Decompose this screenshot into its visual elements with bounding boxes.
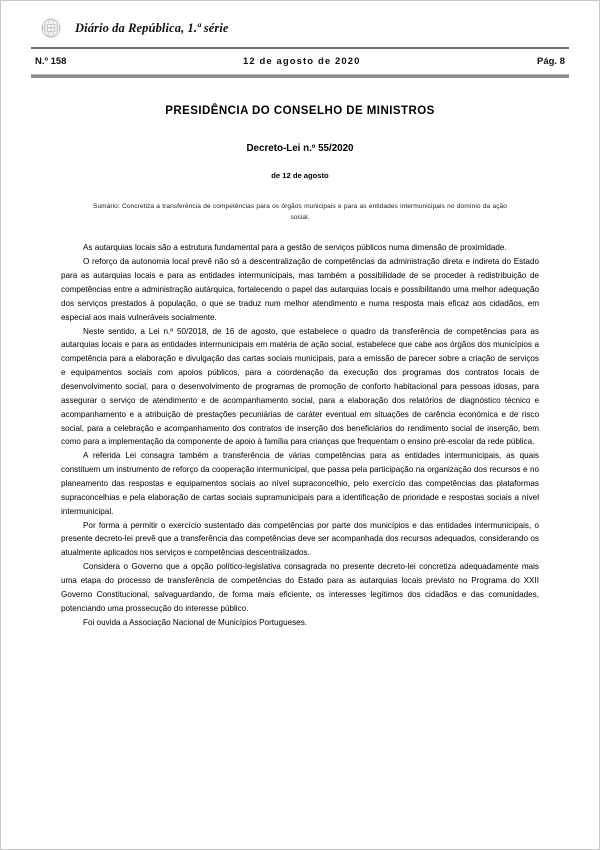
preamble-body <box>61 241 539 629</box>
paragraph: Por forma a permitir o exercício sustentado das competências por parte dos municípios e das entidades intermunicipais, o presente decreto-lei prevê que a transferência das competências deve ser acompanhada dos recursos adequados, considerando os atualmente aplicados nos serviços e competências descentralizados. <box>61 520 539 558</box>
paragraph: As autarquias locais são a estrutura fundamental para a gestão de serviços públicos numa dimensão de proximidade. <box>83 243 507 253</box>
issuing-authority-title: PRESIDÊNCIA DO CONSELHO DE MINISTROS <box>165 105 435 117</box>
page-number: Pág. 8 <box>536 56 565 67</box>
masthead <box>1 1 599 41</box>
paragraph: Considera o Governo que a opção político-legislativa consagrada no presente decreto-lei concretiza adequadamente mais uma etapa do processo de transferência de competências do Estado para as autarquias locais previsto no Programa do XXII Governo Constitucional, salvaguardando, de forma mais eficiente, os interesses legítimos dos cidadãos e das comunidades, potenciando uma prossecução do interesse público. <box>61 562 539 613</box>
issue-number: N.º 158 <box>35 56 67 67</box>
issue-header-divider <box>31 74 569 78</box>
paragraph: Neste sentido, a Lei n.º 50/2018, de 16 de agosto, que estabelece o quadro da transferência de competências para as autarquias locais e para as entidades intermunicipais em matéria de ação social, estabelece que cabe aos órgãos dos municípios a competência para a elaboração e divulgação das cartas sociais municipais, para a emissão de parecer sobre a criação de serviços e equipamentos sociais com apoios públicos, para a coordenação da execução dos programas dos contratos locais de desenvolvimento social, para o desenvolvimento de programas de promoção de conforto habitacional para pessoas idosas, para assegurar o serviço de atendimento e de acompanhamento social, para a elaboração dos relatórios de diagnóstico técnico e acompanhamento e a atribuição de prestações pecuniárias de caráter eventual em situações de carência económica e de risco social, para a celebração e acompanhamento dos contratos de inserção dos beneficiários do rendimento social de inserção, bem como para a implementação da componente de apoio à família para crianças que frequentam o ensino pré-escolar da rede pública. <box>61 326 539 447</box>
armillary-sphere-coat-of-arms-icon <box>37 14 65 42</box>
issue-date: 12 de agosto de 2020 <box>242 56 361 67</box>
issue-header <box>33 49 567 73</box>
act-number: Decreto-Lei n.º 55/2020 <box>246 143 354 154</box>
paragraph: O reforço da autonomia local prevê não só a descentralização de competências da administração direta e indireta do Estado para as autarquias locais e para as entidades intermunicipais, mas também a possibilidade de se proceder à redistribuição de competências entre a administração autárquica, fortalecendo o papel das autarquias locais e possibilitando uma melhor adequação dos serviços prestados à população, o que se traduz num melhor atendimento e numa resposta mais eficaz aos cidadãos, em especial aos mais vulneráveis socialmente. <box>61 257 539 322</box>
act-summary: Sumário: Concretiza a transferência de competências para os órgãos municipais e para as entidades intermunicipais no domínio da ação social. <box>93 203 507 221</box>
paragraph: Foi ouvida a Associação Nacional de Municípios Portugueses. <box>83 617 308 627</box>
masthead-title: Diário da República, 1.ª série <box>75 20 229 35</box>
act-date: de 12 de agosto <box>271 171 329 180</box>
paragraph: A referida Lei consagra também a transferência de várias competências para as entidades intermunicipais, as quais constituem um instrumento de reforço da cooperação intermunicipal, que passa pela participação na organização dos recursos e no planeamento das respostas e equipamentos sociais ao nível supraconcelhio, pelo exercício das competências das plataformas supraconcelhias e pela elaboração de cartas sociais supramunicipais para a identificação de prioridade e respostas sociais a nível intermunicipal. <box>61 451 539 516</box>
